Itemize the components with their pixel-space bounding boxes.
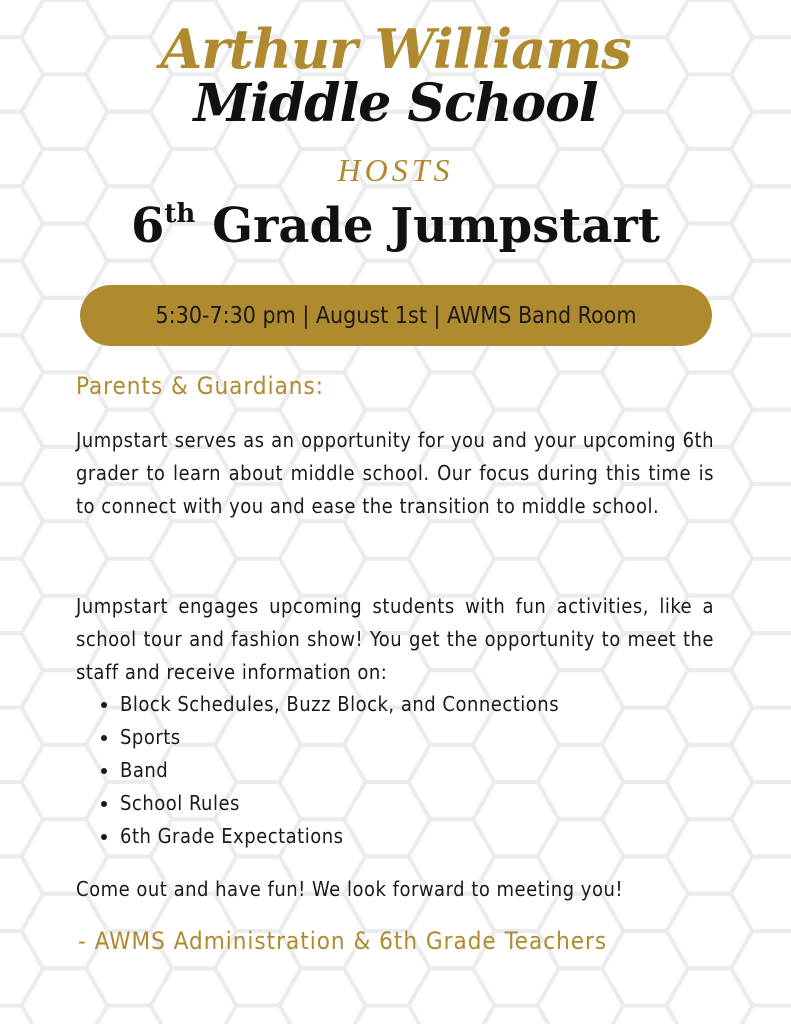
intro-paragraph: Jumpstart serves as an opportunity for you and your upcoming 6th grader to learn about middle school. Our focus during this time is to connect with you and ease the transition to middle school. (76, 428, 714, 518)
school-name-line1: Arthur Williams (160, 17, 631, 81)
list-item: • Block Schedules, Buzz Block, and Connections (120, 688, 559, 721)
signature: - AWMS Administration & 6th Grade Teachers (78, 927, 608, 955)
hosts-label: HOSTS (337, 152, 454, 188)
school-name-line2: Middle School (193, 73, 598, 134)
event-details-banner: 5:30-7:30 pm | August 1st | AWMS Band Room (80, 285, 712, 346)
activities-paragraph: Jumpstart engages upcoming students with fun activities, like a school tour and fashion show! You get the opportunity to meet the staff and receive information on: (76, 594, 714, 684)
event-title-suffix: th (164, 199, 196, 229)
event-title-text: Grade Jumpstart (212, 198, 660, 254)
greeting: Parents & Guardians: (76, 372, 325, 400)
closing-line: Come out and have fun! We look forward to meeting you! (76, 877, 624, 901)
list-item: • 6th Grade Expectations (120, 820, 559, 853)
list-item: • Sports (120, 721, 559, 754)
event-title (0, 198, 791, 256)
event-title-number: 6 (131, 198, 165, 254)
list-item: • School Rules (120, 787, 559, 820)
topics-list (76, 688, 559, 853)
list-item: • Band (120, 754, 559, 787)
